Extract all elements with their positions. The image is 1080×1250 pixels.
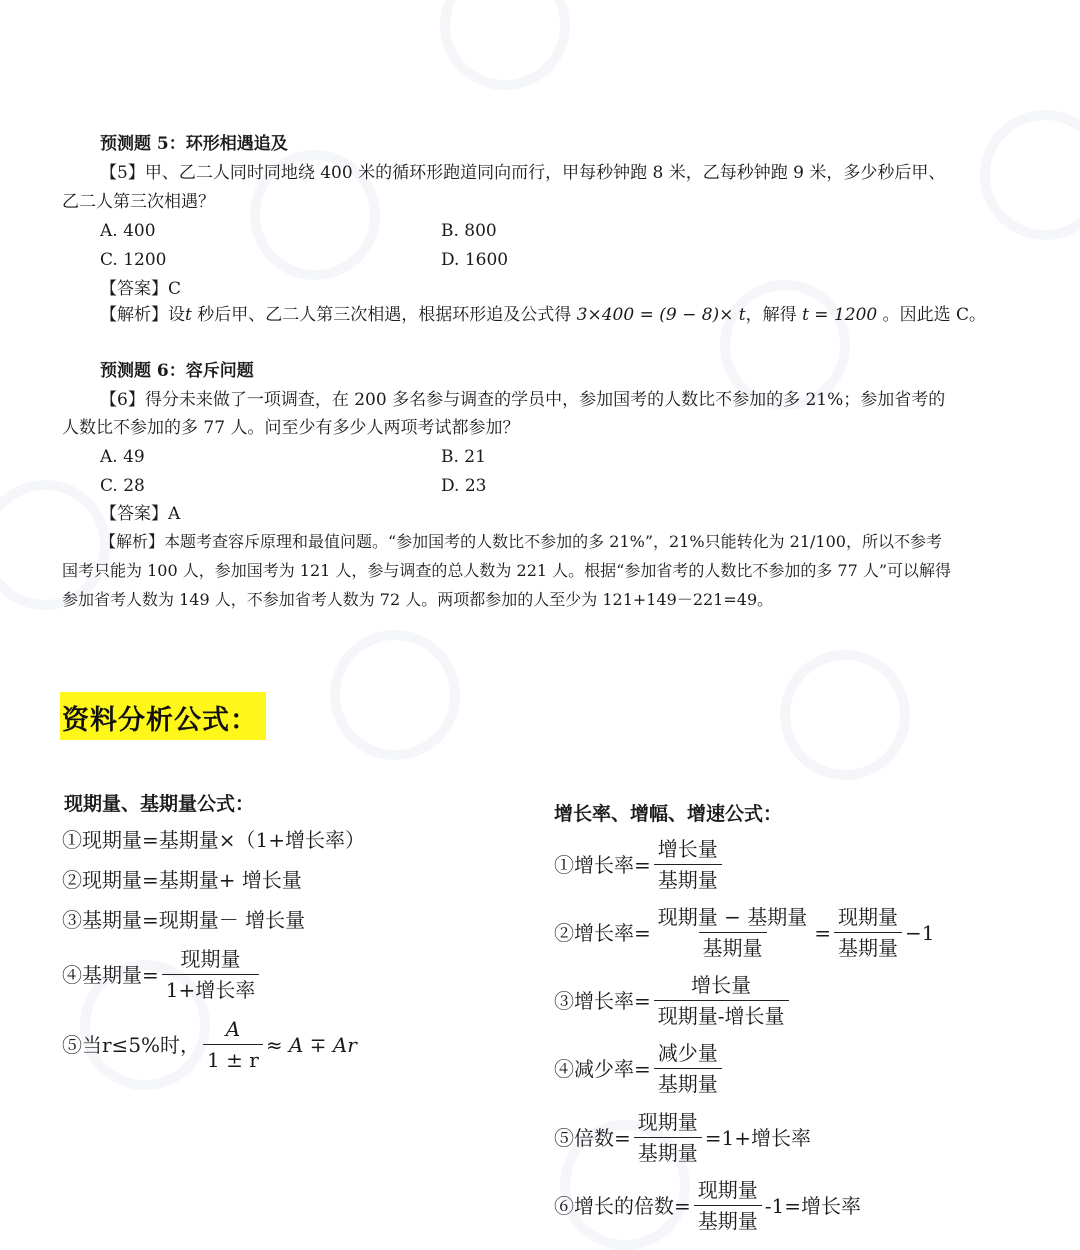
right-formula-4 <box>554 1040 725 1097</box>
q6-stem: 【6】得分未来做了一项调查，在 200 多名参与调查的学员中，参加国考的人数比不参加的多 21%；参加省考的 <box>100 390 946 410</box>
right-f2-fraction <box>654 904 811 961</box>
right-f4-numerator: 减少量 <box>657 1041 718 1065</box>
right-f2-equals: = <box>814 920 832 945</box>
q6-option-b: B. 21 <box>441 447 486 467</box>
left-formula-3: ③基期量=现期量－ 增长量 <box>62 908 306 932</box>
left-f5-tail: ≈ A ∓ Ar <box>265 1032 357 1057</box>
right-f1-label: ①增长率= <box>554 852 651 877</box>
q6-analysis: 【解析】本题考查容斥原理和最值问题。“参加国考的人数比不参加的多 21%”，21%只能转化为 21/100，所以不参考 <box>100 532 942 551</box>
left-f4-label: ④基期量= <box>62 962 159 987</box>
left-formula-5 <box>62 1016 357 1073</box>
right-f3-label: ③增长率= <box>554 988 651 1013</box>
q5-analysis-mid: 秒后甲、乙二人第三次相遇，根据环形追及公式得 <box>191 305 577 325</box>
left-f4-fraction <box>162 946 259 1003</box>
left-formula-2: ②现期量=基期量+ 增长量 <box>62 868 302 892</box>
q5-answer: 【答案】C <box>100 279 182 299</box>
q6-option-c: C. 28 <box>100 476 145 496</box>
right-f6-label: ⑥增长的倍数= <box>554 1193 691 1218</box>
q5-analysis-formula: 3×400 = (9 − 8)× t <box>576 305 746 325</box>
q5-analysis-var: t <box>185 305 192 325</box>
q6-option-d: D. 23 <box>441 476 487 496</box>
q6-option-a: A. 49 <box>100 447 145 467</box>
left-heading: 现期量、基期量公式： <box>64 793 255 815</box>
right-formula-3 <box>554 972 792 1029</box>
right-formula-5 <box>554 1109 811 1166</box>
right-f4-denominator: 基期量 <box>654 1068 722 1097</box>
watermark-mark <box>330 630 460 760</box>
right-f1-fraction <box>654 836 722 893</box>
q5-analysis-result: t = 1200 <box>802 305 878 325</box>
right-f1-denominator: 基期量 <box>654 864 722 893</box>
section-title: 资料分析公式： <box>62 705 258 736</box>
q5-option-b: B. 800 <box>441 221 497 241</box>
right-f2-denominator: 基期量 <box>699 932 767 961</box>
q5-analysis-prefix: 【解析】设 <box>100 305 185 325</box>
right-f2-label: ②增长率= <box>554 920 651 945</box>
right-f3-numerator: 增长量 <box>691 973 752 997</box>
right-f5-tail: =1+增长率 <box>704 1125 812 1150</box>
q5-option-d: D. 1600 <box>441 250 509 270</box>
left-f5-numerator: A <box>225 1017 241 1041</box>
watermark-mark <box>980 110 1080 240</box>
q5-analysis <box>100 303 986 327</box>
right-f4-label: ④减少率= <box>554 1056 651 1081</box>
q6-answer: 【答案】A <box>100 504 181 524</box>
right-f6-numerator: 现期量 <box>697 1178 758 1202</box>
q5-analysis-mid2: ，解得 <box>745 305 803 325</box>
right-f2-tail: −1 <box>905 920 935 945</box>
right-f2-numerator: 现期量 − 基期量 <box>657 905 808 929</box>
section-title-highlight <box>60 692 266 740</box>
left-f4-denominator: 1+增长率 <box>162 974 259 1003</box>
right-f5-fraction <box>634 1109 702 1166</box>
right-formula-1 <box>554 836 725 893</box>
q6-stem-cont: 人数比不参加的多 77 人。问至少有多少人两项考试都参加？ <box>62 418 520 438</box>
q5-option-c: C. 1200 <box>100 250 167 270</box>
watermark-mark <box>440 0 570 90</box>
q6-title: 预测题 6：容斥问题 <box>100 361 254 381</box>
q5-stem: 【5】甲、乙二人同时同地绕 400 米的循环形跑道同向而行，甲每秒钟跑 8 米，乙每秒钟跑 9 米，多少秒后甲、 <box>100 163 946 183</box>
q5-title: 预测题 5：环形相遇追及 <box>100 134 288 154</box>
left-formula-4 <box>62 946 262 1003</box>
right-heading: 增长率、增幅、增速公式： <box>554 803 783 825</box>
q6-analysis-cont: 国考只能为 100 人，参加国考为 121 人，参与调查的总人数为 221 人。根据“参加省考的人数比不参加的多 77 人”可以解得 <box>62 561 952 580</box>
q5-analysis-suffix: 。因此选 C。 <box>877 305 987 325</box>
right-f6-fraction <box>694 1177 762 1234</box>
right-f3-denominator: 现期量-增长量 <box>654 1000 789 1029</box>
right-f2-numerator-2: 现期量 <box>838 905 899 929</box>
left-f4-numerator: 现期量 <box>180 947 241 971</box>
left-formula-1: ①现期量=基期量×（1+增长率） <box>62 828 365 852</box>
right-f4-fraction <box>654 1040 722 1097</box>
right-f5-label: ⑤倍数= <box>554 1125 631 1150</box>
left-f5-label: ⑤当r≤5%时， <box>62 1032 201 1057</box>
right-f3-fraction <box>654 972 789 1029</box>
right-f5-denominator: 基期量 <box>634 1137 702 1166</box>
right-f5-numerator: 现期量 <box>637 1110 698 1134</box>
q5-stem-cont: 乙二人第三次相遇？ <box>62 192 215 212</box>
right-f6-tail: -1=增长率 <box>764 1193 862 1218</box>
left-f5-denominator: 1 ± r <box>203 1044 263 1073</box>
right-formula-6 <box>554 1177 861 1234</box>
right-f1-numerator: 增长量 <box>657 837 718 861</box>
right-f2-denominator-2: 基期量 <box>834 932 902 961</box>
q5-option-a: A. 400 <box>100 221 156 241</box>
right-f2-fraction-2 <box>834 904 902 961</box>
right-f6-denominator: 基期量 <box>694 1205 762 1234</box>
right-formula-2 <box>554 904 935 961</box>
watermark-mark <box>780 650 910 780</box>
q6-analysis-cont2: 参加省考人数为 149 人，不参加省考人数为 72 人。两项都参加的人至少为 121+149－221=49。 <box>62 590 774 609</box>
left-f5-fraction <box>203 1016 263 1073</box>
